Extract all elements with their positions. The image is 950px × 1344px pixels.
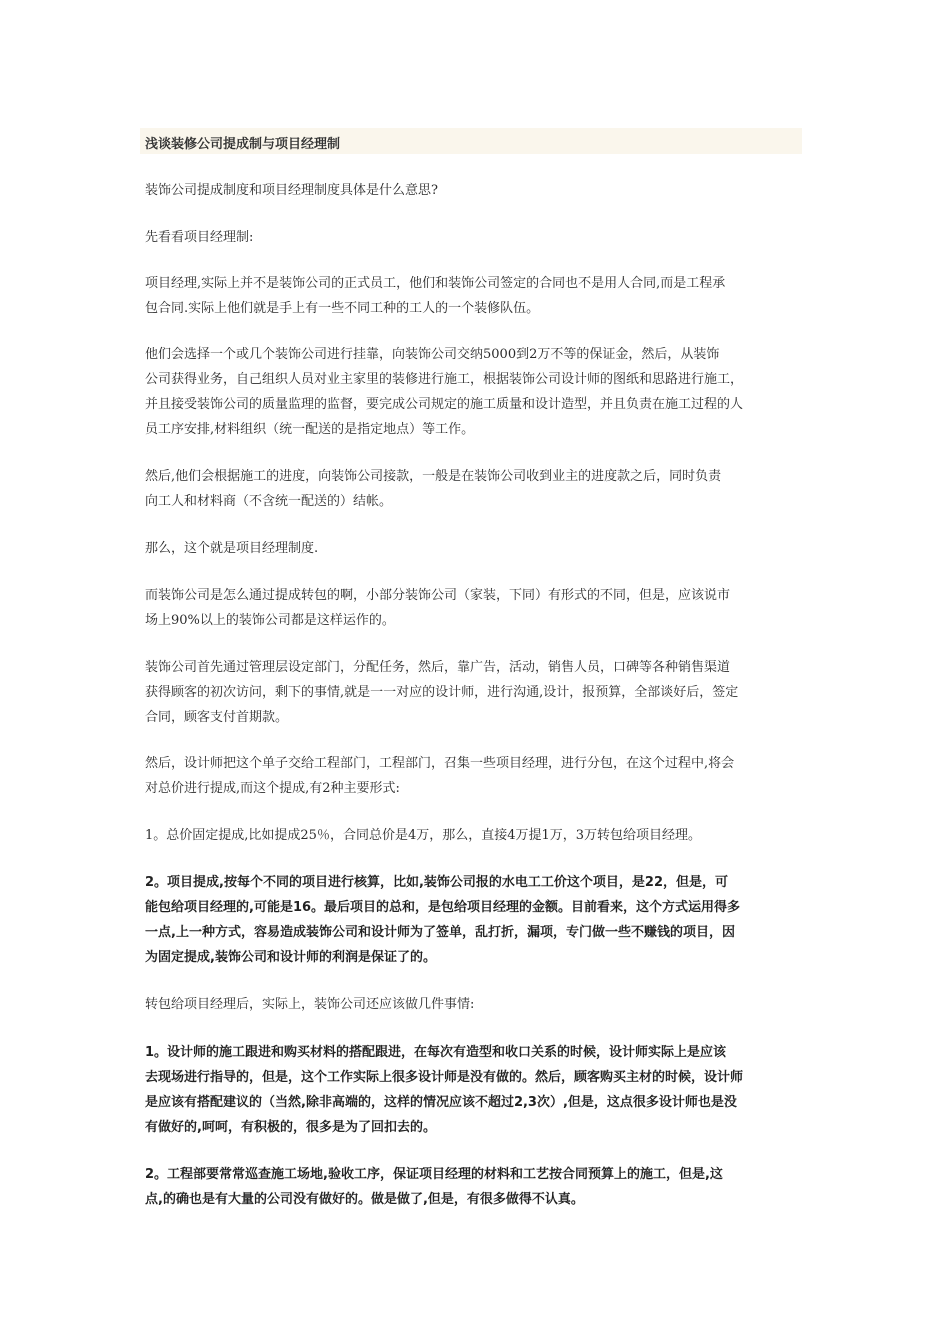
text-line: 然后,他们会根据施工的进度，向装饰公司接款，一般是在装饰公司收到业主的进度款之后，同时负责 [145, 469, 722, 484]
text-line: 装饰公司提成制度和项目经理制度具体是什么意思? [145, 183, 438, 198]
paragraph-4 [145, 342, 807, 442]
paragraph-10 [145, 823, 807, 848]
text-line: 员工序安排,材料组织（统一配送的是指定地点）等工作。 [145, 422, 475, 437]
paragraph-9 [145, 751, 807, 801]
text-line: 他们会选择一个或几个装饰公司进行挂靠，向装饰公司交纳5000到2万不等的保证金，然后，从装饰 [145, 347, 720, 362]
text-line: 并且接受装饰公司的质量监理的监督，要完成公司规定的施工质量和设计造型，并且负责在施工过程的人 [145, 397, 744, 412]
text-line: 点,的确也是有大量的公司没有做好的。做是做了,但是，有很多做得不认真。 [145, 1192, 584, 1207]
text-line: 为固定提成,装饰公司和设计师的利润是保证了的。 [145, 950, 436, 965]
text-line: 而装饰公司是怎么通过提成转包的啊，小部分装饰公司（家装，下同）有形式的不同，但是，应该说市 [145, 588, 731, 603]
page-title: 浅谈装修公司提成制与项目经理制 [145, 137, 341, 152]
text-line: 2。项目提成,按每个不同的项目进行核算，比如,装饰公司报的水电工工价这个项目，是22，但是，可 [145, 875, 729, 890]
text-line: 装饰公司首先通过管理层设定部门，分配任务，然后，靠广告，活动，销售人员，口碑等各种销售渠道 [145, 660, 731, 675]
text-line: 去现场进行指导的，但是，这个工作实际上很多设计师是没有做的。然后，顾客购买主材的时候，设计师 [145, 1070, 744, 1085]
text-line: 项目经理,实际上并不是装饰公司的正式员工，他们和装饰公司签定的合同也不是用人合同,而是工程承 [145, 276, 726, 291]
text-line: 场上90%以上的装饰公司都是这样运作的。 [145, 613, 395, 628]
text-line: 2。工程部要常常巡查施工场地,验收工序，保证项目经理的材料和工艺按合同预算上的施工，但是,这 [145, 1167, 723, 1182]
paragraph-1 [145, 178, 807, 203]
text-line: 对总价进行提成,而这个提成,有2种主要形式: [145, 781, 400, 796]
text-line: 1。总价固定提成,比如提成25％，合同总价是4万，那么，直接4万提1万，3万转包给项目经理。 [145, 828, 702, 843]
paragraph-6 [145, 536, 807, 561]
text-line: 包合同.实际上他们就是手上有一些不同工种的工人的一个装修队伍。 [145, 301, 540, 316]
paragraph-11 [145, 870, 807, 970]
text-line: 有做好的,呵呵，有积极的，很多是为了回扣去的。 [145, 1120, 436, 1135]
paragraph-7 [145, 583, 807, 633]
text-line: 是应该有搭配建议的（当然,除非高端的，这样的情况应该不超过2,3次）,但是，这点很多设计师也是没 [145, 1095, 737, 1110]
text-line: 向工人和材料商（不含统一配送的）结帐。 [145, 494, 393, 509]
text-line: 公司获得业务，自己组织人员对业主家里的装修进行施工，根据装饰公司设计师的图纸和思路进行施工， [145, 372, 744, 387]
text-line: 合同，顾客支付首期款。 [145, 710, 289, 725]
paragraph-2 [145, 225, 807, 250]
paragraph-5 [145, 464, 807, 514]
paragraph-12 [145, 992, 807, 1017]
text-line: 一点,上一种方式，容易造成装饰公司和设计师为了签单，乱打折，漏项，专门做一些不赚钱的项目，因 [145, 925, 735, 940]
paragraph-8 [145, 655, 807, 730]
text-line: 获得顾客的初次访问，剩下的事情,就是一一对应的设计师，进行沟通,设计，报预算，全部谈好后，签定 [145, 685, 739, 700]
text-line: 然后，设计师把这个单子交给工程部门，工程部门，召集一些项目经理，进行分包，在这个过程中,将会 [145, 756, 735, 771]
text-line: 转包给项目经理后，实际上，装饰公司还应该做几件事情: [145, 997, 475, 1012]
text-line: 那么，这个就是项目经理制度. [145, 541, 319, 556]
text-line: 1。设计师的施工跟进和购买材料的搭配跟进，在每次有造型和收口关系的时候，设计师实际上是应该 [145, 1045, 727, 1060]
paragraph-14 [145, 1162, 807, 1212]
text-line: 能包给项目经理的,可能是16。最后项目的总和，是包给项目经理的金额。目前看来，这个方式运用得多 [145, 900, 741, 915]
text-line: 先看看项目经理制: [145, 230, 254, 245]
paragraph-3 [145, 271, 807, 321]
paragraph-13 [145, 1040, 807, 1140]
